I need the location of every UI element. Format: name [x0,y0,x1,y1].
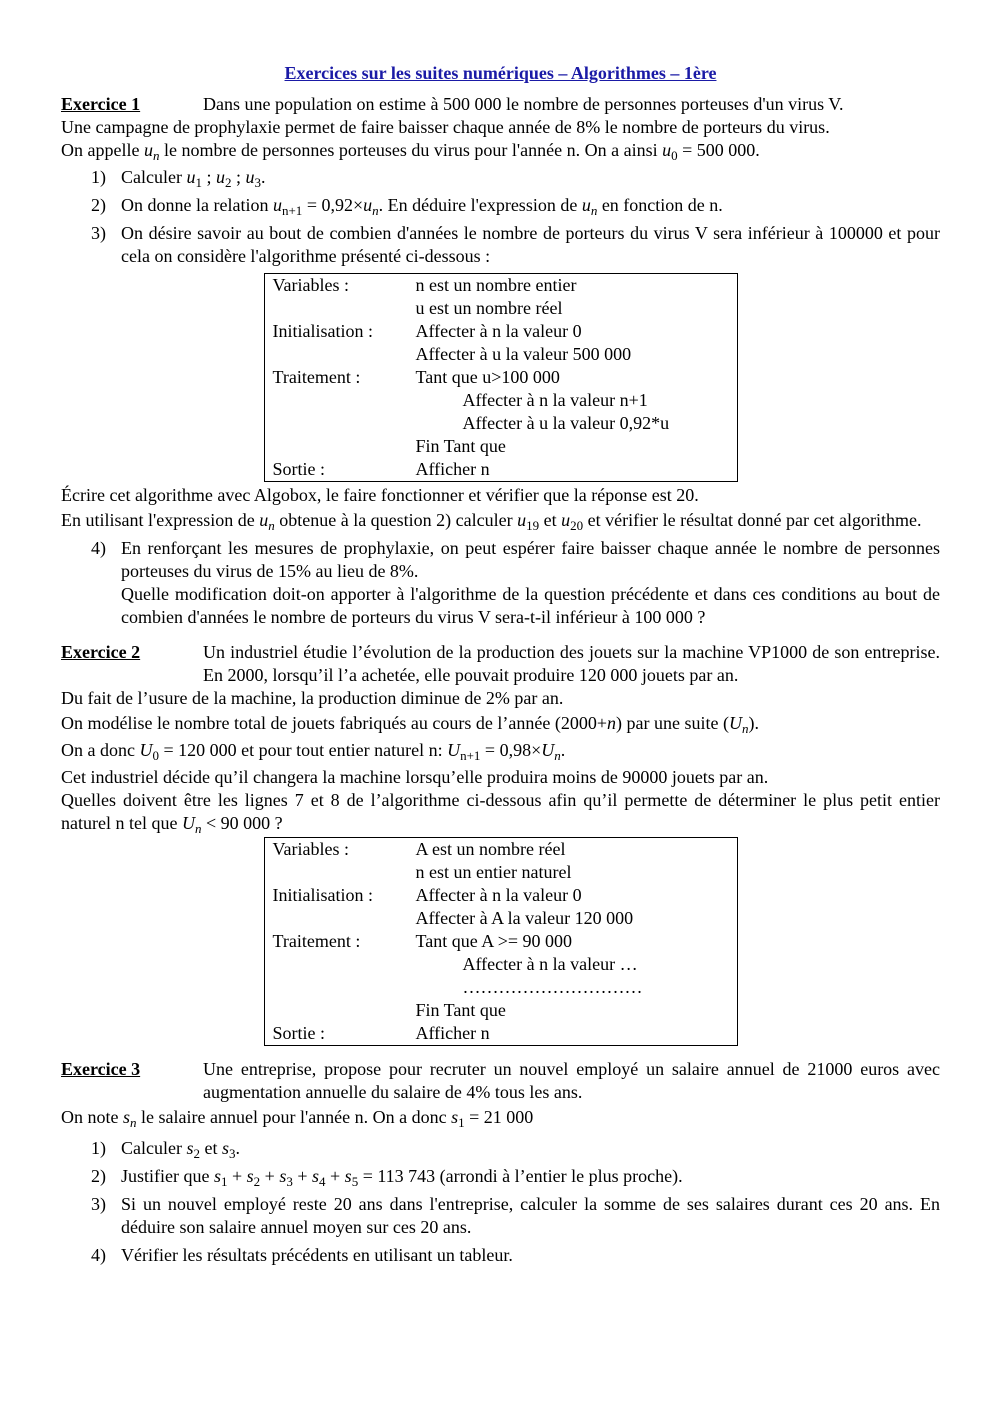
algorithm-instruction: Affecter à u la valeur 0,92*u [462,413,670,433]
ex3-label: Exercice 3 [61,1059,141,1079]
algorithm-instruction: Affecter à A la valeur 120 000 [415,908,634,928]
algorithm-row [264,297,737,320]
algorithm-row [264,1022,737,1046]
ex1-questions-2 [61,537,940,629]
ex3-questions [61,1137,940,1267]
document-title: Exercices sur les suites numériques – Algorithmes – 1ère [284,63,717,83]
algorithm-row [264,412,737,435]
algorithm-section-label [264,343,408,366]
algorithm-row [264,389,737,412]
algorithm-instruction: Affecter à n la valeur n+1 [462,390,648,410]
algorithm-instruction: Tant que u>100 000 [415,367,560,387]
ex3-q3: 3) Si un nouvel employé reste 20 ans dans l'entreprise, calculer la somme de ses salaires durant ces 20 ans. En déduire son salaire annuel moyen sur ces 20 ans. [91,1194,940,1237]
ex2-line-2: Du fait de l’usure de la machine, la production diminue de 2% par an. [61,688,564,708]
algorithm-section-label [264,861,408,884]
algorithm-row [264,343,737,366]
algorithm-instruction: Fin Tant que [415,436,506,456]
algorithm-box-1 [264,273,738,482]
ex1-label: Exercice 1 [61,94,141,114]
algorithm-section-label [264,999,408,1022]
ex3-q1: 1) Calculer $s_2$ et $s_3$. [91,1138,241,1161]
ex1-q4: 4) En renforçant les mesures de prophylaxie, on peut espérer faire baisser chaque année le nombre de personnes porteuses du virus de 15% au lieu de 8%. Quelle modification doit-on apporter à l'algorithme de la question précédente et dans ces conditions au bout de combien d'années le nombre de porteurs du virus V sera-t-il inférieur à 100 000 ? [91,538,940,627]
ex2-line-4: On a donc $U_0 = 120$ 000 et pour tout entier naturel n: $U_{n+1} = 0,98\times U_n$. [61,740,566,763]
algorithm-row [264,435,737,458]
algorithm-section-label: Sortie : [272,459,325,479]
algorithm-section-label [264,976,408,999]
algorithm-section-label: Initialisation : [272,885,373,905]
algorithm-instruction: Affecter à n la valeur 0 [415,321,582,341]
algorithm-section-label [264,412,408,435]
algorithm-section-label: Variables : [272,839,349,859]
algorithm-instruction: Affecter à u la valeur 500 000 [415,344,632,364]
algorithm-row [264,838,737,862]
exercise-1 [61,93,940,629]
ex1-after-2: En utilisant l'expression de $u_n$ obtenue à la question 2) calculer $u_{19}$ et $u_{20}$ et vérifier le résultat donné par cet algorithme. [61,510,922,533]
ex2-intro: Exercice 2 Un industriel étudie l’évolution de la production des jouets sur la machine VP1000 de son entreprise. En 2000, lorsqu’il l’a achetée, elle pouvait produire 120 000 jouets par an. [61,642,940,685]
algorithm-instruction: Fin Tant que [415,1000,506,1020]
algorithm-row [264,907,737,930]
algorithm-row [264,976,737,999]
ex2-label: Exercice 2 [61,642,141,662]
ex1-q2: 2) On donne la relation $u_{n+1} = 0,92\times u_n$. En déduire l'expression de $u_n$ en fonction de n. [91,195,723,218]
ex3-line-2: On note $s_n$ le salaire annuel pour l'année n. On a donc $s_1 = 21$ 000 [61,1107,534,1130]
ex3-q2: 2) Justifier que $s_1 + s_2 + s_3 + s_4 + s_5 = 113$ 743 (arrondi à l’entier le plus proche). [91,1166,683,1189]
exercise-3 [61,1058,940,1267]
algorithm-row [264,274,737,298]
algorithm-instruction: n est un nombre entier [415,275,577,295]
algorithm-box-2 [264,837,738,1046]
algorithm-section-label [264,907,408,930]
algorithm-section-label: Initialisation : [272,321,373,341]
algorithm-section-label: Traitement : [272,367,361,387]
ex3-intro: Exercice 3 Une entreprise, propose pour recruter un nouvel employé un salaire annuel de 21000 euros avec augmentation annuelle du salaire de 4% tous les ans. [61,1059,940,1102]
algorithm-row [264,861,737,884]
algorithm-section-label: Sortie : [272,1023,325,1043]
exercise-2 [61,641,940,1046]
algorithm-instruction: Tant que A >= 90 000 [415,931,573,951]
algorithm-section-label [264,389,408,412]
algorithm-row [264,953,737,976]
algorithm-section-label: Variables : [272,275,349,295]
algorithm-instruction: A est un nombre réel [415,839,566,859]
ex1-q3: 3) On désire savoir au bout de combien d'années le nombre de porteurs du virus V sera inférieur à 100000 et pour cela on considère l'algorithme présenté ci-dessous : [91,223,940,266]
ex1-questions [61,166,940,268]
algorithm-section-label [264,435,408,458]
algorithm-row [264,884,737,907]
algorithm-instruction: Afficher n [415,1023,490,1043]
ex2-line-5: Cet industriel décide qu’il changera la machine lorsqu’elle produira moins de 90000 jouets par an. [61,767,769,787]
ex1-intro: Exercice 1 Dans une population on estime à 500 000 le nombre de personnes porteuses d'un virus V. [61,94,844,114]
document-page [61,62,940,1272]
algorithm-section-label [264,297,408,320]
algorithm-instruction: n est un entier naturel [415,862,572,882]
algorithm-row [264,366,737,389]
algorithm-row [264,458,737,482]
ex1-intro-2: Une campagne de prophylaxie permet de faire baisser chaque année de 8% le nombre de porteurs du virus. [61,117,830,137]
algorithm-instruction: Affecter à n la valeur … [462,954,638,974]
algorithm-section-label [264,953,408,976]
algorithm-instruction: ………………………… [462,977,643,997]
ex1-after-1: Écrire cet algorithme avec Algobox, le faire fonctionner et vérifier que la réponse est 20. [61,485,699,505]
algorithm-section-label: Traitement : [272,931,361,951]
algorithm-instruction: Afficher n [415,459,490,479]
ex3-q4: 4) Vérifier les résultats précédents en utilisant un tableur. [91,1245,513,1265]
algorithm-row [264,999,737,1022]
algorithm-instruction: u est un nombre réel [415,298,563,318]
ex1-q1: 1) Calculer $u_1$ ; $u_2$ ; $u_3$. [91,167,266,190]
algorithm-instruction: Affecter à n la valeur 0 [415,885,582,905]
ex1-intro-3: On appelle $u_n$ le nombre de personnes porteuses du virus pour l'année n. On a ainsi $u_0 = 500$ 000. [61,140,760,163]
algorithm-row [264,930,737,953]
ex2-line-6: Quelles doivent être les lignes 7 et 8 de l’algorithme ci-dessous afin qu’il permette de déterminer le plus petit entier naturel n tel que $U_n < 90$ 000 ? [61,790,940,836]
algorithm-row [264,320,737,343]
ex2-line-3: On modélise le nombre total de jouets fabriqués au cours de l’année (2000+n) par une suite $(U_n)$. [61,713,759,736]
